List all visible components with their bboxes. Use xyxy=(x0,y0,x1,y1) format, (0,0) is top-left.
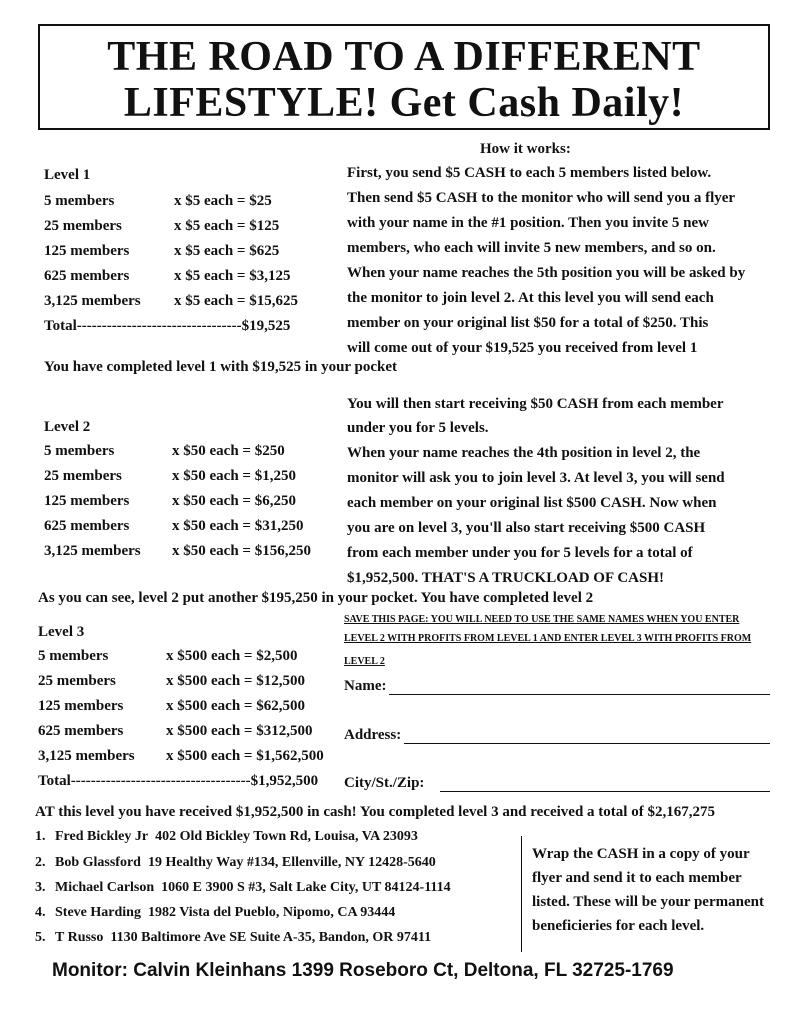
level3-members: 5 members xyxy=(38,648,109,664)
address-label: Address: xyxy=(344,727,402,743)
level2-summary: As you can see, level 2 put another $195,250 in your pocket. You have completed level 2 xyxy=(38,590,594,606)
wrap-note-line: flyer and send it to each member xyxy=(532,870,742,886)
member-list-item xyxy=(35,829,418,845)
name-field[interactable] xyxy=(389,694,770,695)
how-it-works-line: the monitor to join level 2. At this level you will send each xyxy=(347,290,714,306)
level1-total: Total---------------------------------$19,525 xyxy=(44,318,291,334)
level2-text-line: You will then start receiving $50 CASH from each member xyxy=(347,396,724,412)
level3-members: 3,125 members xyxy=(38,748,135,764)
level1-calc: x $5 each = $125 xyxy=(174,218,280,234)
level2-members: 25 members xyxy=(44,468,122,484)
level1-members: 125 members xyxy=(44,243,130,259)
city-label: City/St./Zip: xyxy=(344,775,425,791)
level2-calc: x $50 each = $1,250 xyxy=(172,468,296,484)
level3-members: 125 members xyxy=(38,698,124,714)
member-list-item xyxy=(35,930,431,946)
save-note-line: SAVE THIS PAGE: YOU WILL NEED TO USE THE SAME NAMES WHEN YOU ENTER xyxy=(344,614,740,625)
wrap-note-line: Wrap the CASH in a copy of your xyxy=(532,846,750,862)
level3-calc: x $500 each = $2,500 xyxy=(166,648,298,664)
level2-calc: x $50 each = $31,250 xyxy=(172,518,304,534)
member-address: 1130 Baltimore Ave SE Suite A-35, Bandon, OR 97411 xyxy=(110,930,432,945)
level2-text-line: you are on level 3, you'll also start receiving $500 CASH xyxy=(347,520,706,536)
level2-text-line: each member on your original list $500 CASH. Now when xyxy=(347,495,717,511)
member-name: T Russo xyxy=(55,930,104,945)
how-it-works-heading: How it works: xyxy=(480,141,571,157)
level2-members: 5 members xyxy=(44,443,115,459)
member-name: Fred Bickley Jr xyxy=(55,829,149,844)
how-it-works-line: members, who each will invite 5 new members, and so on. xyxy=(347,240,716,256)
address-field[interactable] xyxy=(404,743,770,744)
level1-members: 5 members xyxy=(44,193,115,209)
level2-text-line: under you for 5 levels. xyxy=(347,420,489,436)
level2-text-line: When your name reaches the 4th position in level 2, the xyxy=(347,445,701,461)
member-number: 5. xyxy=(35,930,46,945)
how-it-works-line: First, you send $5 CASH to each 5 members listed below. xyxy=(347,165,712,181)
member-list-item xyxy=(35,855,436,871)
level1-calc: x $5 each = $25 xyxy=(174,193,272,209)
level2-calc: x $50 each = $156,250 xyxy=(172,543,311,559)
level3-calc: x $500 each = $1,562,500 xyxy=(166,748,324,764)
city-field[interactable] xyxy=(440,791,770,792)
member-list-item xyxy=(35,880,451,896)
level3-calc: x $500 each = $62,500 xyxy=(166,698,305,714)
member-address: 1060 E 3900 S #3, Salt Lake City, UT 84124-1114 xyxy=(161,880,451,895)
member-name: Bob Glassford xyxy=(55,855,141,870)
member-number: 1. xyxy=(35,829,46,844)
level3-heading: Level 3 xyxy=(38,624,85,640)
name-label: Name: xyxy=(344,678,387,694)
level2-text-line: from each member under you for 5 levels for a total of xyxy=(347,545,693,561)
member-number: 3. xyxy=(35,880,46,895)
how-it-works-line: When your name reaches the 5th position you will be asked by xyxy=(347,265,746,281)
level2-calc: x $50 each = $6,250 xyxy=(172,493,296,509)
level3-calc: x $500 each = $312,500 xyxy=(166,723,313,739)
level1-calc: x $5 each = $3,125 xyxy=(174,268,291,284)
level2-members: 3,125 members xyxy=(44,543,141,559)
level3-members: 25 members xyxy=(38,673,116,689)
how-it-works-line: Then send $5 CASH to the monitor who will send you a flyer xyxy=(347,190,736,206)
level1-calc: x $5 each = $625 xyxy=(174,243,280,259)
member-number: 2. xyxy=(35,855,46,870)
level1-members: 25 members xyxy=(44,218,122,234)
level2-text-line: monitor will ask you to join level 3. At level 3, you will send xyxy=(347,470,725,486)
level2-heading: Level 2 xyxy=(44,419,91,435)
member-name: Michael Carlson xyxy=(55,880,155,895)
member-address: 1982 Vista del Pueblo, Nipomo, CA 93444 xyxy=(147,905,396,920)
title-line-1: THE ROAD TO A DIFFERENT xyxy=(107,34,701,80)
divider xyxy=(521,836,522,952)
title-line-2: LIFESTYLE! Get Cash Daily! xyxy=(123,80,685,126)
level1-members: 625 members xyxy=(44,268,130,284)
how-it-works-line: will come out of your $19,525 you received from level 1 xyxy=(347,340,698,356)
level2-calc: x $50 each = $250 xyxy=(172,443,285,459)
level2-members: 125 members xyxy=(44,493,130,509)
member-list-item xyxy=(35,905,395,921)
monitor-line: Monitor: Calvin Kleinhans 1399 Roseboro Ct, Deltona, FL 32725-1769 xyxy=(52,960,674,981)
level2-text-line: $1,952,500. THAT'S A TRUCKLOAD OF CASH! xyxy=(347,570,664,586)
member-address: 402 Old Bickley Town Rd, Louisa, VA 23093 xyxy=(155,829,418,844)
level3-calc: x $500 each = $12,500 xyxy=(166,673,305,689)
how-it-works-line: with your name in the #1 position. Then you invite 5 new xyxy=(347,215,709,231)
save-note-line: LEVEL 2 WITH PROFITS FROM LEVEL 1 AND ENTER LEVEL 3 WITH PROFITS FROM xyxy=(344,633,752,644)
member-address: 19 Healthy Way #134, Ellenville, NY 12428-5640 xyxy=(147,855,436,870)
level3-summary: AT this level you have received $1,952,500 in cash! You completed level 3 and received a total of $2,167,275 xyxy=(35,804,715,820)
how-it-works-line: member on your original list $50 for a total of $250. This xyxy=(347,315,709,331)
wrap-note-line: listed. These will be your permanent xyxy=(532,894,764,910)
level1-members: 3,125 members xyxy=(44,293,141,309)
member-name: Steve Harding xyxy=(55,905,141,920)
wrap-note-line: beneficieries for each level. xyxy=(532,918,705,934)
level3-total: Total------------------------------------$1,952,500 xyxy=(38,773,319,789)
save-note-line: LEVEL 2 xyxy=(344,656,385,667)
level1-heading: Level 1 xyxy=(44,167,91,183)
title-box xyxy=(38,24,770,130)
member-number: 4. xyxy=(35,905,46,920)
level2-members: 625 members xyxy=(44,518,130,534)
level1-calc: x $5 each = $15,625 xyxy=(174,293,298,309)
level1-summary: You have completed level 1 with $19,525 in your pocket xyxy=(44,359,398,375)
level3-members: 625 members xyxy=(38,723,124,739)
